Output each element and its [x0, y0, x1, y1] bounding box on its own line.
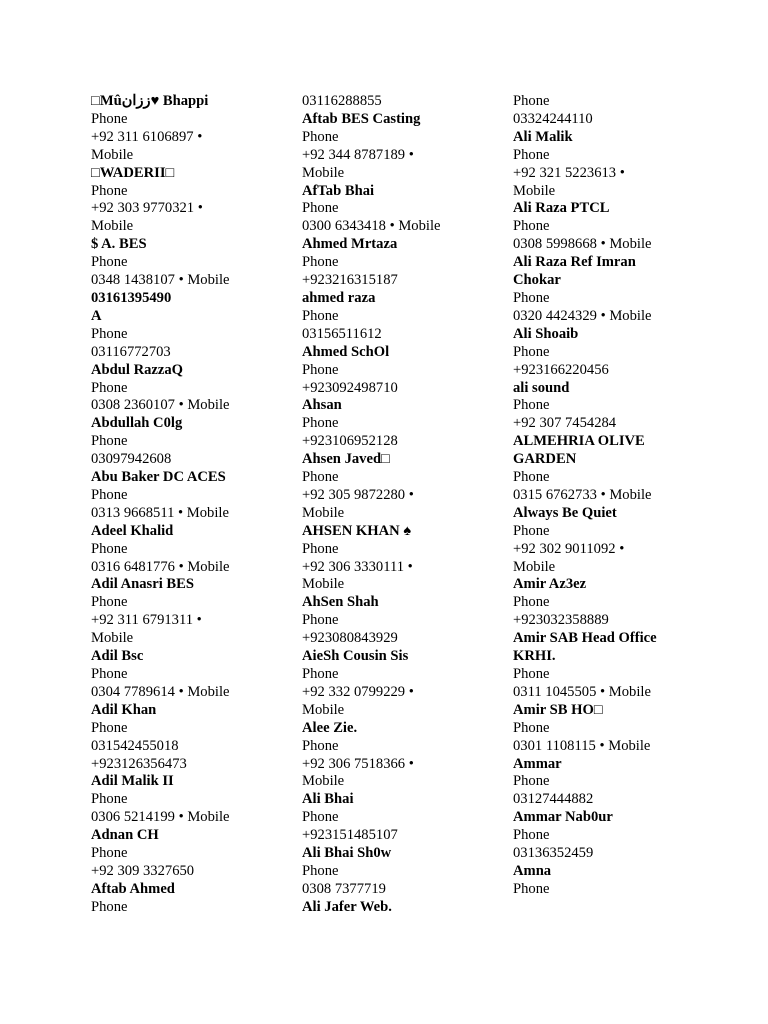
- phone-number: 0306 5214199 • Mobile: [91, 809, 230, 826]
- contact-name: AfTab Bhai: [302, 182, 375, 199]
- contact-name: Abdullah C0lg: [91, 415, 183, 432]
- phone-number: 031542455018: [91, 737, 179, 754]
- contact-name: Adil Anasri BES: [91, 576, 195, 593]
- phone-label: Phone: [91, 379, 128, 396]
- mobile-label: Mobile: [302, 164, 345, 181]
- phone-label: Phone: [91, 254, 128, 271]
- mobile-label: Mobile: [302, 773, 345, 790]
- contact-name: AhSen Shah: [302, 594, 379, 611]
- contact-name: Abu Baker DC ACES: [91, 469, 226, 486]
- phone-number: +92 306 3330111 •: [302, 558, 413, 575]
- phone-label: Phone: [513, 880, 550, 897]
- phone-number: 0300 6343418 • Mobile: [302, 218, 441, 235]
- contact-name: Abdul RazzaQ: [91, 361, 184, 378]
- phone-label: Phone: [91, 486, 128, 503]
- phone-label: Phone: [91, 433, 128, 450]
- phone-label: Phone: [513, 522, 550, 539]
- phone-label: Phone: [513, 719, 550, 736]
- phone-label: Phone: [91, 898, 128, 915]
- phone-label: Phone: [91, 845, 128, 862]
- phone-label: Phone: [91, 666, 128, 682]
- phone-number: 0320 4424329 • Mobile: [513, 307, 652, 324]
- mobile-label: Mobile: [302, 576, 345, 593]
- contact-name: □WADERII□: [91, 164, 175, 181]
- phone-label: Phone: [513, 343, 550, 360]
- phone-number: +923032358889: [513, 612, 609, 629]
- mobile-label: Mobile: [91, 146, 134, 163]
- contact-name: AieSh Cousin Sis: [302, 648, 409, 665]
- phone-number: +92 307 7454284: [513, 415, 617, 432]
- contact-name: Adil Bsc: [91, 648, 144, 665]
- contact-name: AHSEN KHAN ♠: [302, 522, 412, 539]
- phone-label: Phone: [513, 827, 550, 844]
- mobile-label: Mobile: [513, 558, 556, 575]
- phone-number: +923166220456: [513, 361, 609, 378]
- phone-number: +92 344 8787189 •: [302, 146, 414, 163]
- phone-number: 0308 2360107 • Mobile: [91, 397, 230, 414]
- phone-number: +92 305 9872280 •: [302, 486, 414, 503]
- contacts-column-3: [513, 93, 709, 899]
- phone-label: Phone: [91, 540, 128, 557]
- contact-name: Adeel Khalid: [91, 522, 174, 539]
- phone-label: Phone: [513, 218, 550, 235]
- phone-number: +923151485107: [302, 827, 398, 844]
- phone-label: Phone: [513, 594, 550, 611]
- contact-name: Alee Zie.: [302, 719, 358, 736]
- contact-name: Ammar Nab0ur: [513, 809, 613, 826]
- contact-name: Ali Jafer Web.: [302, 898, 392, 915]
- phone-label: Phone: [302, 307, 339, 324]
- phone-number: +92 303 9770321 •: [91, 200, 203, 217]
- phone-label: Phone: [302, 415, 339, 432]
- contact-name: Ali Shoaib: [513, 325, 579, 342]
- phone-number: 03116288855: [302, 93, 382, 109]
- contact-name: A: [91, 307, 102, 324]
- phone-label: Phone: [91, 110, 128, 127]
- phone-number: 03324244110: [513, 110, 593, 127]
- contact-name: Ahmed Mrtaza: [302, 236, 398, 253]
- phone-label: Phone: [302, 128, 339, 145]
- phone-label: Phone: [513, 146, 550, 163]
- contacts-column-2: [302, 93, 498, 917]
- mobile-label: Mobile: [302, 504, 345, 521]
- contact-name: 03161395490: [91, 289, 172, 306]
- phone-number: 03116772703: [91, 343, 171, 360]
- contact-name: ALMEHRIA OLIVE: [513, 433, 645, 450]
- contact-name: Aftab BES Casting: [302, 110, 421, 127]
- contact-name: Ali Malik: [513, 128, 573, 145]
- phone-label: Phone: [513, 469, 550, 486]
- phone-label: Phone: [91, 182, 128, 199]
- phone-label: Phone: [302, 862, 339, 879]
- phone-number: 0311 1045505 • Mobile: [513, 683, 651, 700]
- contact-name: ali sound: [513, 379, 570, 396]
- contact-name: Amir SAB Head Office: [513, 630, 657, 647]
- contact-name: □Mûززان♥ Bhappi: [91, 93, 209, 109]
- phone-label: Phone: [302, 254, 339, 271]
- mobile-label: Mobile: [302, 701, 345, 718]
- phone-number: 0348 1438107 • Mobile: [91, 272, 230, 289]
- phone-label: Phone: [302, 612, 339, 629]
- phone-number: +923216315187: [302, 272, 398, 289]
- phone-number: +923092498710: [302, 379, 398, 396]
- phone-number: +92 332 0799229 •: [302, 683, 414, 700]
- phone-label: Phone: [302, 809, 339, 826]
- phone-number: +92 302 9011092 •: [513, 540, 625, 557]
- phone-label: Phone: [91, 594, 128, 611]
- contact-name: ahmed raza: [302, 289, 376, 306]
- mobile-label: Mobile: [513, 182, 556, 199]
- phone-label: Phone: [302, 361, 339, 378]
- phone-number: +923126356473: [91, 755, 187, 772]
- phone-number: +92 311 6106897 •: [91, 128, 203, 145]
- contact-name: Amir Az3ez: [513, 576, 587, 593]
- phone-label: Phone: [302, 666, 339, 682]
- contact-name: Ali Bhai Sh0w: [302, 845, 392, 862]
- contact-name: Adil Malik II: [91, 773, 174, 790]
- contact-name: Ammar: [513, 755, 562, 772]
- contact-name: Chokar: [513, 272, 561, 289]
- mobile-label: Mobile: [91, 218, 134, 235]
- contacts-column-1: [91, 93, 287, 917]
- phone-label: Phone: [91, 325, 128, 342]
- phone-number: +92 306 7518366 •: [302, 755, 414, 772]
- phone-label: Phone: [513, 666, 550, 682]
- phone-label: Phone: [302, 200, 339, 217]
- phone-number: 03136352459: [513, 845, 594, 862]
- contact-name: Ahsan: [302, 397, 342, 414]
- phone-label: Phone: [302, 540, 339, 557]
- contact-name: Aftab Ahmed: [91, 880, 175, 897]
- phone-number: 0316 6481776 • Mobile: [91, 558, 230, 575]
- phone-number: +92 311 6791311 •: [91, 612, 202, 629]
- phone-label: Phone: [302, 737, 339, 754]
- phone-number: 03127444882: [513, 791, 594, 808]
- contact-name: Ahmed SchOl: [302, 343, 390, 360]
- phone-label: Phone: [513, 773, 550, 790]
- phone-number: +923106952128: [302, 433, 398, 450]
- contact-name: Ahsen Javed□: [302, 451, 390, 468]
- phone-number: 0313 9668511 • Mobile: [91, 504, 229, 521]
- contact-name: $ A. BES: [91, 236, 147, 253]
- contact-name: Adil Khan: [91, 701, 157, 718]
- contact-name: Always Be Quiet: [513, 504, 617, 521]
- phone-number: 0308 7377719: [302, 880, 386, 897]
- phone-number: 03097942608: [91, 451, 172, 468]
- phone-label: Phone: [513, 397, 550, 414]
- contact-name: Ali Raza PTCL: [513, 200, 610, 217]
- contact-name: Ali Bhai: [302, 791, 354, 808]
- phone-number: +923080843929: [302, 630, 398, 647]
- phone-number: 0315 6762733 • Mobile: [513, 486, 652, 503]
- contact-name: Amir SB HO□: [513, 701, 603, 718]
- phone-label: Phone: [513, 93, 550, 109]
- phone-label: Phone: [302, 469, 339, 486]
- phone-label: Phone: [91, 791, 128, 808]
- phone-number: 0301 1108115 • Mobile: [513, 737, 651, 754]
- phone-number: 0308 5998668 • Mobile: [513, 236, 652, 253]
- phone-label: Phone: [513, 289, 550, 306]
- phone-label: Phone: [91, 719, 128, 736]
- contact-name: Amna: [513, 862, 552, 879]
- phone-number: +92 321 5223613 •: [513, 164, 625, 181]
- contact-name: Adnan CH: [91, 827, 159, 844]
- phone-number: 0304 7789614 • Mobile: [91, 683, 230, 700]
- mobile-label: Mobile: [91, 630, 134, 647]
- contact-name: KRHI.: [513, 648, 556, 665]
- contact-name: GARDEN: [513, 451, 577, 468]
- contact-name: Ali Raza Ref Imran: [513, 254, 636, 271]
- phone-number: 03156511612: [302, 325, 382, 342]
- phone-number: +92 309 3327650: [91, 862, 195, 879]
